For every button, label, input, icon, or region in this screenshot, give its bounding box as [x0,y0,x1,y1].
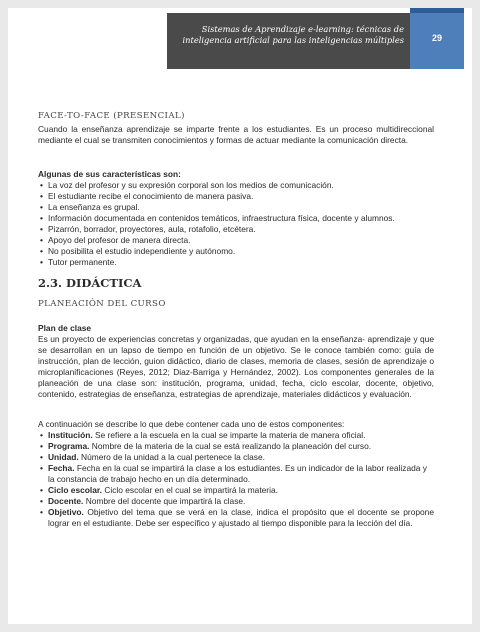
component-term: Programa. [48,441,90,451]
components-intro: A continuación se describe lo que debe contener cada uno de estos componentes: [38,419,345,429]
section-title-didactica: 2.3. DIDÁCTICA [38,276,142,290]
characteristics-list [38,180,434,268]
plan-de-clase-heading: Plan de clase [38,323,92,333]
face-to-face-paragraph: Cuando la enseñanza aprendizaje se imparte frente a los estudiantes. Es un proceso multidireccional mediante el cual se transmiten conocimientos y formas de actuar mediante la comunicación directa. [38,124,434,145]
header-title-line-2: inteligencia artificial para las inteligencias múltiples [182,35,404,45]
component-text: Ciclo escolar en el cual se impartirá la materia. [102,485,278,495]
list-item: • La voz del profesor y su expresión corporal son los medios de comunicación. [38,180,434,191]
header-title-line-1: Sistemas de Aprendizaje e-learning: técnicas de [201,24,404,34]
list-item [38,452,434,463]
list-item [38,430,434,441]
face-to-face-heading: FACE-TO-FACE (PRESENCIAL) [38,111,185,121]
component-text: Nombre de la materia de la cual se está realizando la planeación del curso. [89,441,372,451]
list-item [38,485,434,496]
list-item: • No posibilita el estudio independiente y autónomo. [38,246,434,257]
component-term: Unidad. [48,452,79,462]
header-title [167,24,404,46]
component-text: Número de la unidad a la cual pertenece la clase. [78,452,265,462]
list-item [38,507,434,529]
list-item [38,441,434,452]
list-item: • El estudiante recibe el conocimiento de manera pasiva. [38,191,434,202]
page-number-tab [410,13,464,69]
component-text: Nombre del docente que impartirá la clase. [83,496,246,506]
document-page [8,8,472,624]
component-term: Ciclo escolar. [48,485,102,495]
component-term: Fecha. [48,463,75,473]
page-number: 29 [431,33,442,43]
list-item: • La enseñanza es grupal. [38,202,434,213]
planeacion-heading: PLANEACIÓN DEL CURSO [38,299,166,309]
component-term: Objetivo. [48,507,84,517]
plan-de-clase-paragraph: Es un proyecto de experiencias concretas y organizadas, que ayudan en la enseñanza- aprendizaje y que se desarrollan en un lapso de tiempo en función de un objetivo. Se le conoce también como: guía de instrucción, plan de lección, guion didáctico, diario de clases, memoria de clases, sesión de aprendizaje o microplanificaciones (Reyes, 2012; Diaz-Barriga y Hernández, 2002). Los componentes generales de la planeación de una clase son: institución, programa, unidad, fecha, ciclo escolar, docente, objetivo, contenido, estrategias de enseñanza, estrategias de aprendizaje, materiales didácticos y evaluación. [38,334,434,399]
list-item: • Apoyo del profesor de manera directa. [38,235,434,246]
component-text: Fecha en la cual se impartirá la clase a los estudiantes. Es un indicador de la labor realizada y la constancia de trabajo hecho en un día determinado. [48,463,427,484]
component-text: Objetivo del tema que se verá en la clase, indica el propósito que el docente se propone lograr en el estudiante. Debe ser específico y ajustado al tiempo disponible para la lección del día. [48,507,434,528]
list-item [38,463,434,485]
running-header [167,13,410,69]
component-term: Docente. [48,496,84,506]
list-item: • Información documentada en contenidos temáticos, infraestructura física, docente y alumnos. [38,213,434,224]
components-list [38,430,434,529]
list-item: • Pizarrón, borrador, proyectores, aula, rotafolio, etcétera. [38,224,434,235]
list-item: • Tutor permanente. [38,257,434,268]
characteristics-heading: Algunas de sus características son: [38,169,181,179]
component-text: Se refiere a la escuela en la cual se imparte la materia de manera oficial. [92,430,366,440]
list-item [38,496,434,507]
component-term: Institución. [48,430,93,440]
